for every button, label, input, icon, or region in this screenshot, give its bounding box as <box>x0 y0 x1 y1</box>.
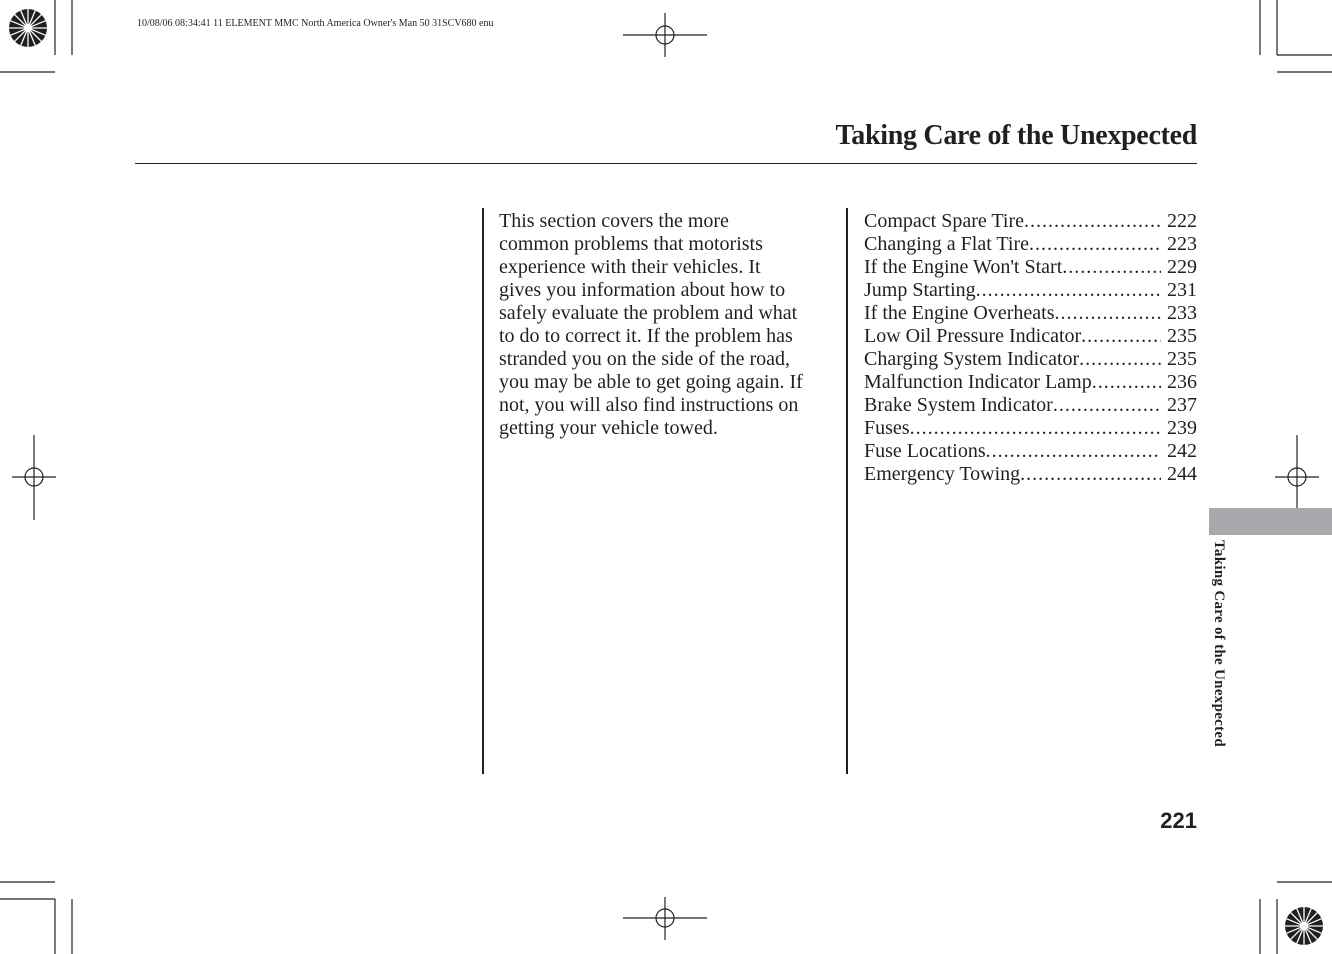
toc-leader <box>1024 210 1161 233</box>
toc-page-number: 237 <box>1167 394 1197 416</box>
toc-label: If the Engine Won't Start <box>864 256 1063 278</box>
print-header: 10/08/06 08:34:41 11 ELEMENT MMC North America Owner's Man 50 31SCV680 enu <box>137 18 494 29</box>
toc-entry[interactable] <box>864 394 1197 417</box>
toc-page-number: 233 <box>1167 302 1197 324</box>
toc-entry[interactable] <box>864 348 1197 371</box>
registration-mark-icon <box>623 13 707 57</box>
intro-line: This section covers the more <box>499 210 729 232</box>
section-tab <box>1209 508 1332 535</box>
toc-label: Brake System Indicator <box>864 394 1053 416</box>
toc-label: Emergency Towing <box>864 463 1021 485</box>
intro-line: gives you information about how to <box>499 279 786 301</box>
column-divider-left <box>482 208 484 774</box>
toc-leader <box>1020 463 1161 486</box>
crop-mark-icon <box>1260 0 1332 72</box>
toc-entry[interactable] <box>864 440 1197 463</box>
toc-leader <box>1062 256 1161 279</box>
page-title: Taking Care of the Unexpected <box>835 120 1197 151</box>
toc-label: Fuse Locations <box>864 440 986 462</box>
toc-page-number: 244 <box>1167 463 1197 485</box>
intro-line: safely evaluate the problem and what <box>499 302 798 324</box>
table-of-contents <box>864 210 1197 486</box>
section-tab-label: Taking Care of the Unexpected <box>1211 540 1227 748</box>
toc-label: Fuses <box>864 417 910 439</box>
toc-label: Low Oil Pressure Indicator <box>864 325 1082 347</box>
title-divider <box>135 163 1197 164</box>
toc-entry[interactable] <box>864 325 1197 348</box>
intro-line: common problems that motorists <box>499 233 763 255</box>
page-number: 221 <box>1160 808 1197 833</box>
toc-leader <box>1029 233 1161 256</box>
toc-label: Compact Spare Tire <box>864 210 1024 232</box>
toc-entry[interactable] <box>864 371 1197 394</box>
toc-entry[interactable] <box>864 302 1197 325</box>
registration-mark-icon <box>623 897 707 940</box>
toc-entry[interactable] <box>864 279 1197 302</box>
toc-page-number: 223 <box>1167 233 1197 255</box>
toc-label: If the Engine Overheats <box>864 302 1055 324</box>
toc-page-number: 231 <box>1167 279 1197 301</box>
toc-page-number: 235 <box>1167 325 1197 347</box>
toc-leader <box>976 279 1161 302</box>
toc-leader <box>1053 394 1161 417</box>
color-target-icon <box>9 9 47 47</box>
toc-page-number: 239 <box>1167 417 1197 439</box>
intro-line: stranded you on the side of the road, <box>499 348 791 370</box>
toc-label: Malfunction Indicator Lamp <box>864 371 1092 393</box>
intro-line: to do to correct it. If the problem has <box>499 325 793 347</box>
toc-entry[interactable] <box>864 210 1197 233</box>
toc-page-number: 236 <box>1167 371 1197 393</box>
toc-page-number: 235 <box>1167 348 1197 370</box>
column-divider-right <box>846 208 848 774</box>
toc-label: Changing a Flat Tire <box>864 233 1030 255</box>
crop-mark-icon <box>0 882 72 954</box>
toc-leader <box>1081 325 1161 348</box>
toc-entry[interactable] <box>864 233 1197 256</box>
toc-leader <box>1079 348 1161 371</box>
color-target-icon <box>1285 907 1323 945</box>
intro-line: experience with their vehicles. It <box>499 256 761 278</box>
toc-leader <box>1092 371 1161 394</box>
toc-entry[interactable] <box>864 256 1197 279</box>
toc-leader <box>910 417 1161 440</box>
toc-entry[interactable] <box>864 417 1197 440</box>
toc-label: Charging System Indicator <box>864 348 1080 370</box>
toc-leader <box>1054 302 1161 325</box>
registration-mark-icon <box>12 435 56 520</box>
intro-line: getting your vehicle towed. <box>499 417 718 439</box>
intro-paragraph <box>499 210 839 440</box>
intro-line: you may be able to get going again. If <box>499 371 803 393</box>
toc-page-number: 229 <box>1167 256 1197 278</box>
toc-label: Jump Starting <box>864 279 976 301</box>
toc-page-number: 242 <box>1167 440 1197 462</box>
toc-page-number: 222 <box>1167 210 1197 232</box>
toc-entry[interactable] <box>864 463 1197 486</box>
intro-line: not, you will also find instructions on <box>499 394 799 416</box>
toc-leader <box>986 440 1161 463</box>
